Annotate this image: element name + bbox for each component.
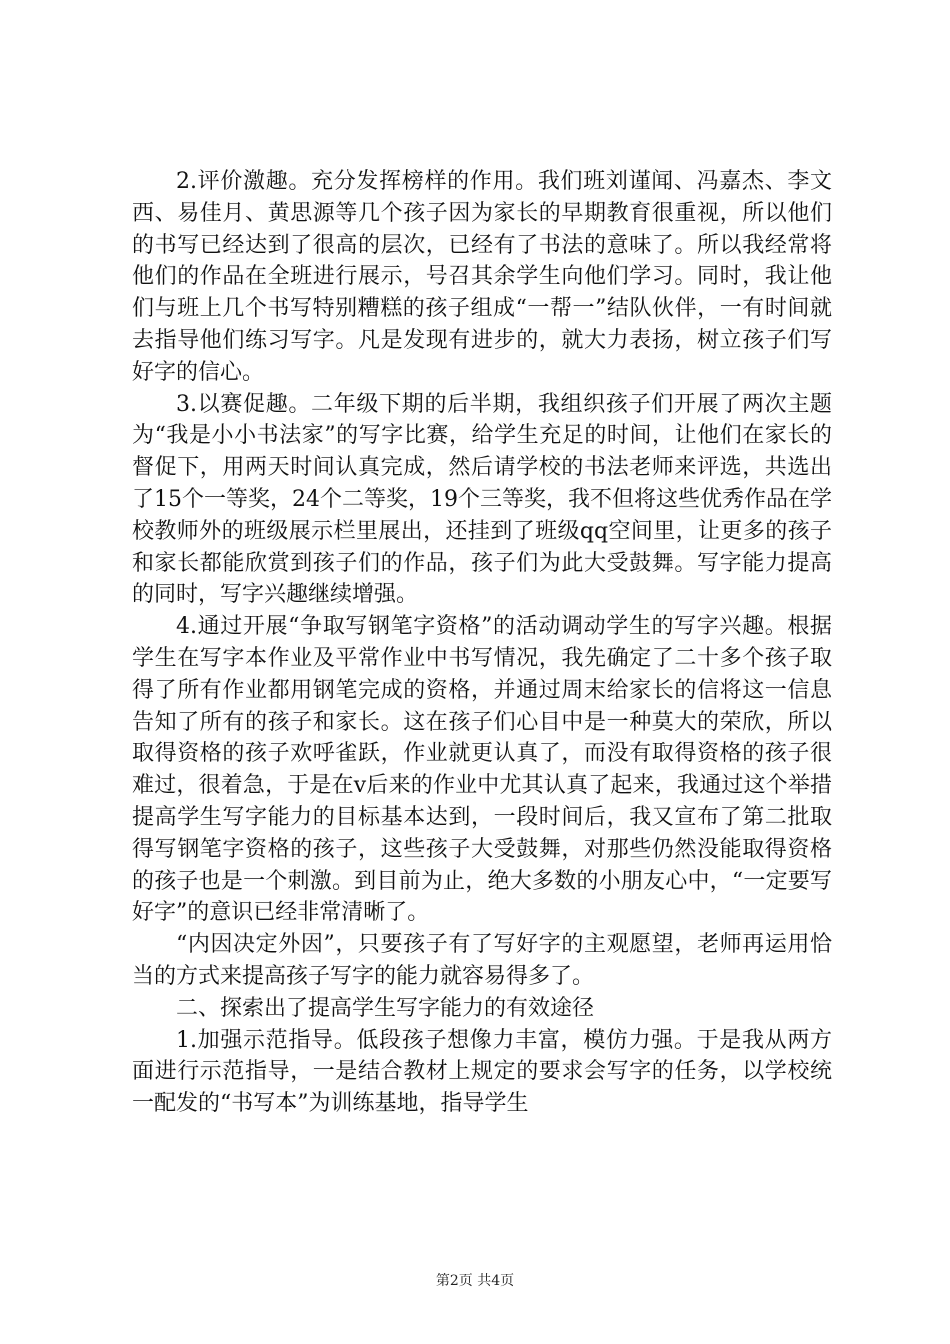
paragraph-demonstration: 1.加强示范指导。低段孩子想像力丰富，模仿力强。于是我从两方面进行示范指导，一是结合教材上规定的要求会写字的任务，以学校统一配发的“书写本”为训练基地，指导学生 bbox=[132, 1027, 832, 1117]
paragraph-internal-cause: “内因决定外因”，只要孩子有了写好字的主观愿望，老师再运用恰当的方式来提高孩子写字的能力就容易得多了。 bbox=[132, 932, 832, 989]
section-heading-2: 二、探索出了提高学生写字能力的有效途径 bbox=[176, 995, 595, 1021]
page-number: 第2页 bbox=[435, 1273, 473, 1289]
page-total: 共4页 bbox=[477, 1273, 515, 1289]
paragraph-pen-qualification: 4.通过开展“争取写钢笔字资格”的活动调动学生的写字兴趣。根据学生在写字本作业及平常作业中书写情况，我先确定了二十多个孩子取得了所有作业都用钢笔完成的资格，并通过周末给家长的信将这一信息告知了所有的孩子和家长。这在孩子们心目中是一种莫大的荣欣，所以取得资格的孩子欢呼雀跃，作业就更认真了，而没有取得资格的孩子很难过，很着急，于是在v后来的作业中尤其认真了起来，我通过这个举措提高学生写字能力的目标基本达到，一段时间后，我又宣布了第二批取得写钢笔字资格的孩子，这些孩子大受鼓舞，对那些仍然没能取得资格的孩子也是一个刺激。到目前为止，绝大多数的小朋友心中，“一定要写好字”的意识已经非常清晰了。 bbox=[132, 614, 832, 926]
document-body bbox=[132, 166, 832, 1120]
paragraph-competition: 3.以赛促趣。二年级下期的后半期，我组织孩子们开展了两次主题为“我是小小书法家”的写字比赛，给学生充足的时间，让他们在家长的督促下，用两天时间认真完成，然后请学校的书法老师来评选，共选出了15个一等奖，24个二等奖，19个三等奖，我不但将这些优秀作品在学校教师外的班级展示栏里展出，还挂到了班级qq空间里，让更多的孩子和家长都能欣赏到孩子们的作品，孩子们为此大受鼓舞。写字能力提高的同时，写字兴趣继续增强。 bbox=[132, 391, 832, 608]
paragraph-evaluation: 2.评价激趣。充分发挥榜样的作用。我们班刘谨闻、冯嘉杰、李文西、易佳月、黄思源等几个孩子因为家长的早期教育很重视，所以他们的书写已经达到了很高的层次，已经有了书法的意味了。所以我经常将他们的作品在全班进行展示，号召其余学生向他们学习。同时，我让他们与班上几个书写特别糟糕的孩子组成“一帮一”结队伙伴，一有时间就去指导他们练习写字。凡是发现有进步的，就大力表扬，树立孩子们写好字的信心。 bbox=[132, 169, 832, 385]
page-footer bbox=[0, 1270, 950, 1290]
